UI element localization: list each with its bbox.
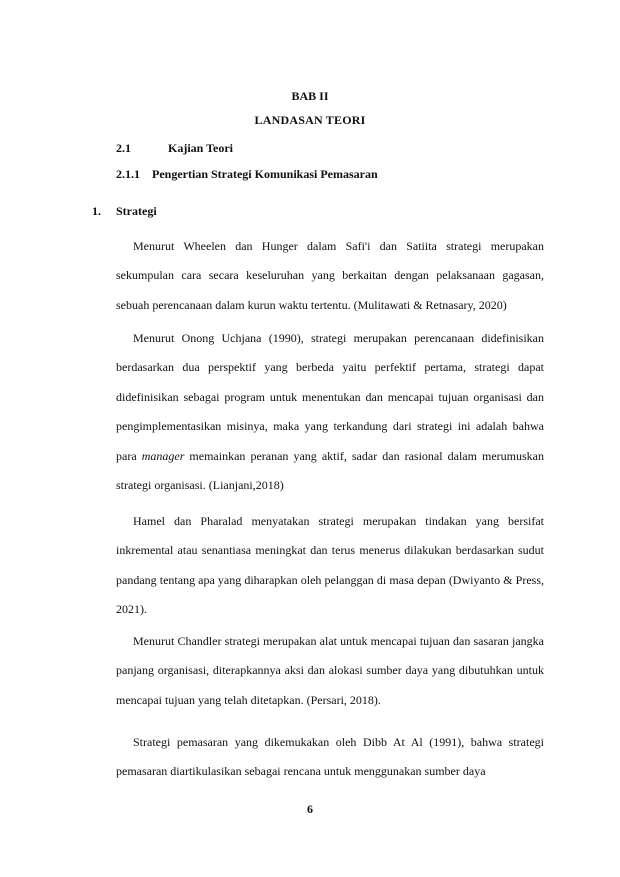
paragraph-dibb: Strategi pemasaran yang dikemukakan oleh Dibb At Al (1991), bahwa strategi pemasaran diartikulasikan sebagai rencana untuk menggunakan sumber daya (116, 735, 544, 779)
list-item-title: Strategi (116, 204, 157, 218)
page-number: 6 (307, 802, 313, 816)
section-heading (116, 141, 233, 156)
paragraph-chandler: Menurut Chandler strategi merupakan alat untuk mencapai tujuan dan sasaran jangka panjang organisasi, diterapkannya aksi dan alokasi sumber daya yang dibutuhkan untuk mencapai tujuan yang telah ditetapkan. (Persari, 2018). (116, 634, 544, 707)
paragraph-onong-uchjana (116, 324, 544, 500)
chapter-title: LANDASAN TEORI (254, 113, 366, 127)
italic-term: manager (141, 448, 185, 463)
paragraph-text: memainkan peranan yang aktif, sadar dan rasional dalam merumuskan strategi organisasi. (Lianjani,2018) (116, 448, 544, 493)
paragraph-text: Menurut Onong Uchjana (1990), strategi merupakan perencanaan didefinisikan berdasarkan dua perspektif yang berbeda yaitu perfektif pertama, strategi dapat didefinisikan sebagai program untuk menentukan dan mencapai tujuan organisasi dan pengimplementasikan misinya, maka yang terkandung dari strategi ini adalah bahwa para (116, 331, 544, 463)
paragraph-wheelen-hunger: Menurut Wheelen dan Hunger dalam Safi'i dan Satiita strategi merupakan sekumpulan cara secara keseluruhan yang berkaitan dengan pelaksanaan gagasan, sebuah perencanaan dalam kurun waktu tertentu. (Mulitawati & Retnasary, 2020) (116, 239, 544, 312)
section-title: Kajian Teori (168, 141, 234, 155)
paragraph-hamel-pharalad: Hamel dan Pharalad menyatakan strategi merupakan tindakan yang bersifat inkremental atau senantiasa meningkat dan terus menerus dilakukan berdasarkan sudut pandang tentang apa yang diharapkan oleh pelanggan di masa depan (Dwiyanto & Press, 2021). (116, 514, 544, 617)
chapter-number: BAB II (291, 89, 329, 103)
list-item-heading (92, 204, 157, 219)
list-item-number: 1. (92, 204, 101, 218)
subsection-heading (116, 167, 378, 182)
section-number: 2.1 (116, 141, 131, 155)
subsection-number: 2.1.1 (116, 167, 140, 181)
subsection-title: Pengertian Strategi Komunikasi Pemasaran (152, 167, 378, 181)
